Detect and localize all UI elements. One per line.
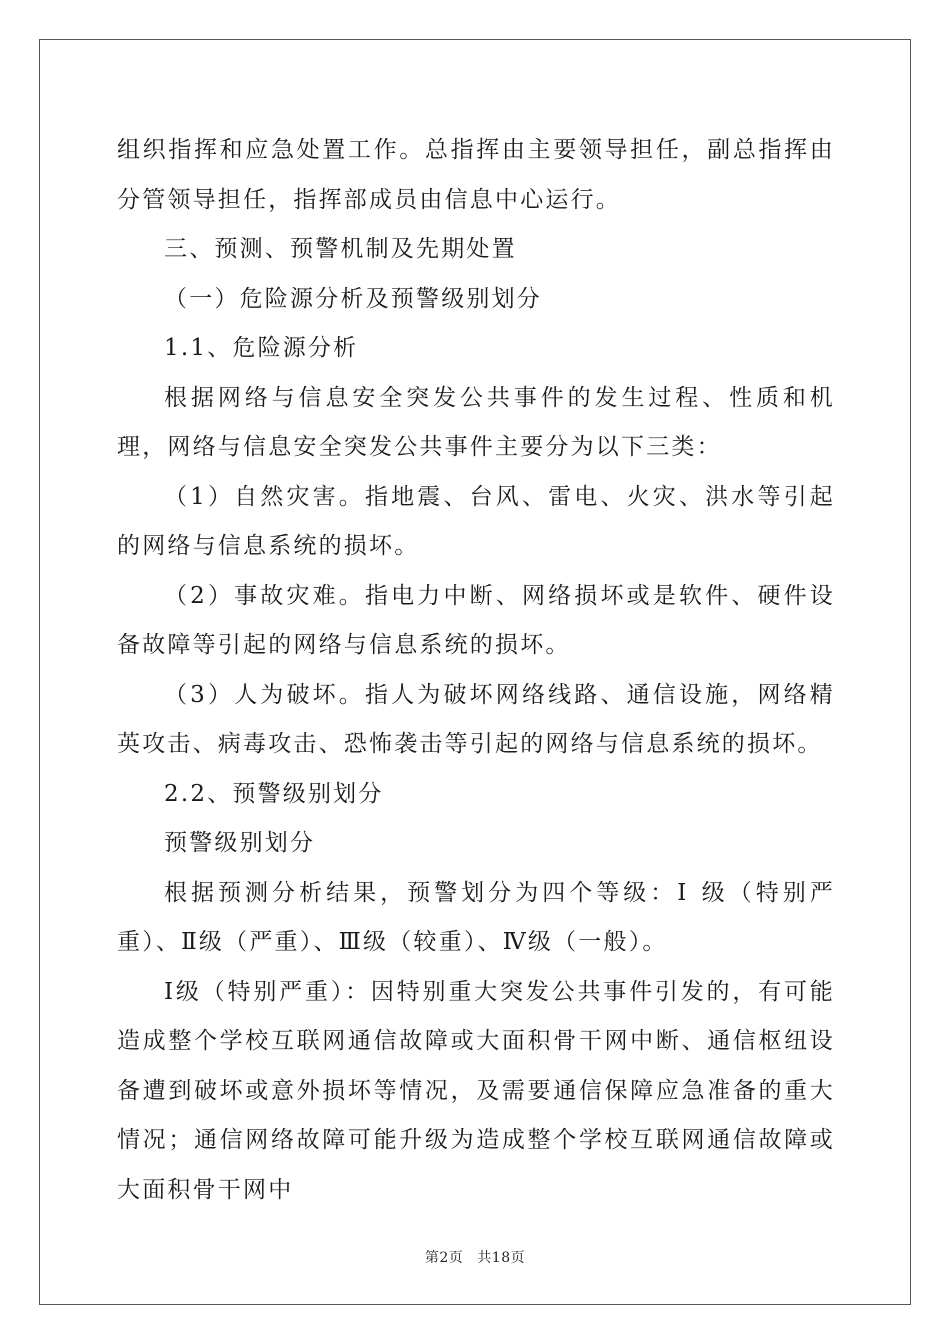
paragraph-warning-levels: 根据预测分析结果，预警划分为四个等级：Ⅰ 级（特别严重）、Ⅱ级（严重）、Ⅲ级（较重）、Ⅳ级（一般）。 (117, 879, 835, 955)
paragraph-hazard-intro: 根据网络与信息安全突发公共事件的发生过程、性质和机理，网络与信息安全突发公共事件主要分为以下三类： (117, 384, 835, 460)
page-footer (0, 1247, 950, 1267)
list-item-human-damage: （3）人为破坏。指人为破坏网络线路、通信设施，网络精英攻击、病毒攻击、恐怖袭击等引起的网络与信息系统的损坏。 (117, 681, 835, 757)
list-item-accident: （2）事故灾难。指电力中断、网络损坏或是软件、硬件设备故障等引起的网络与信息系统的损坏。 (117, 582, 835, 658)
page-total: 共18页 (477, 1250, 526, 1266)
section-heading-3: 三、预测、预警机制及先期处置 (164, 236, 517, 262)
paragraph-level-1: Ⅰ级（特别严重）：因特别重大突发公共事件引发的，有可能造成整个学校互联网通信故障或大面积骨干网中断、通信枢纽设备遭到破坏或意外损坏等情况，及需要通信保障应急准备的重大情况；通信网络故障可能升级为造成整个学校互联网通信故障或大面积骨干网中 (117, 978, 835, 1203)
page-number: 第2页 (424, 1250, 464, 1266)
document-body (117, 126, 835, 1215)
subsection-heading-1: （一）危险源分析及预警级别划分 (164, 285, 542, 312)
paragraph-1: 组织指挥和应急处置工作。总指挥由主要领导担任，副总指挥由分管领导担任，指挥部成员由信息中心运行。 (117, 137, 835, 213)
item-heading-2-2: 2.2、预警级别划分 (164, 780, 384, 807)
item-heading-1-1: 1.1、危险源分析 (164, 335, 359, 361)
list-item-natural-disaster: （1）自然灾害。指地震、台风、雷电、火灾、洪水等引起的网络与信息系统的损坏。 (117, 483, 835, 559)
warning-level-label: 预警级别划分 (164, 830, 316, 856)
